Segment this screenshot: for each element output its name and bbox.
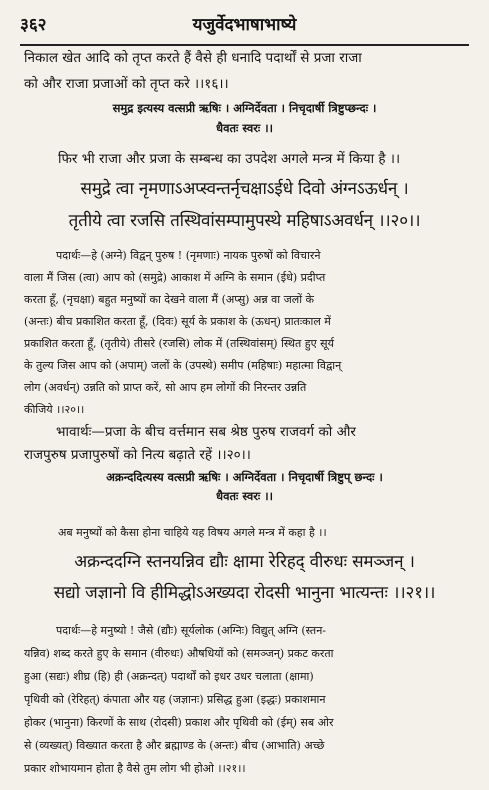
padartha-line: पदार्थः—हे मनुष्यो ! जैसे (द्यौः) सूर्यलोक (अग्निः) विद्युत् अग्नि (स्तन- (56, 624, 327, 637)
padartha-line: से (व्यख्यत्) विख्यात करता है और ब्रह्माण्ड के (अन्तः) बीच (आभाति) अच्छे (24, 739, 325, 752)
mantra-svara: धैवतः स्वरः ।। (216, 121, 273, 135)
padartha-line: प्रकार शोभायमान होता है वैसे तुम लोग भी होओ ।।२१।। (24, 762, 246, 775)
bhavartha-line: राजपुरुष प्रजापुरुषों को नित्य बढ़ाते रहें ।।२०।। (24, 447, 251, 463)
mantra-line: समुद्रे त्वा नृमणाऽअप्स्वन्तर्नृचक्षाऽईधे दिवो अंग्नऽऊर्धन् । (80, 179, 409, 199)
page-number: ३६२ (20, 15, 47, 35)
padartha-line: हुआ (सद्यः) शीघ्र (हि) ही (अक्रन्दत्) पदार्थों को इधर उधर चलाता (क्षामा) (24, 670, 314, 683)
mantra-svara: धैवतः स्वरः ।। (216, 489, 273, 503)
mantra-intro: अब मनुष्यों को कैसा होना चाहिये यह विषय अगले मन्त्र में कहा है ।। (58, 526, 327, 539)
padartha-line: के तुल्य जिस आप को (अपाम्) जलों के (उपस्थे) समीप (महिषाः) महात्मा विद्वान् (24, 359, 342, 372)
page-header (20, 8, 469, 46)
padartha-line: प्रकाशित करता हूँ, (तृतीये) तीसरे (रजसि) लोक में (तस्थिवांसम्) स्थित हुए सूर्य (24, 337, 335, 350)
mantra-line: सद्यो जज्ञानो वि हीमिद्धोऽअख्यदा रोदसी भानुना भात्यन्तः ।।२१।। (53, 583, 436, 603)
bhavartha-line: भावार्थः—प्रजा के बीच वर्त्तमान सब श्रेष्ठ पुरुष राजवर्ग को और (56, 424, 356, 440)
mantra-intro: फिर भी राजा और प्रजा के सम्बन्ध का उपदेश अगले मन्त्र में किया है ।। (58, 151, 401, 167)
mantra-line: तृतीये त्वा रजसि तस्थिवांसम्पामुपस्थे महिषाऽअवर्धन् ।।२०।। (68, 211, 421, 231)
padartha-line: पदार्थः—हे (अग्ने) विद्वन् पुरुष ! (नृमणाः) नायक पुरुषों को विचारने (56, 249, 321, 262)
padartha-line: पृथिवी को (रेरिहत्) कंपाता और यह (जज्ञानः) प्रसिद्ध हुआ (इद्धः) प्रकाशमान (24, 693, 326, 706)
padartha-line: होकर (भानुना) किरणों के साथ (रोदसी) प्रकाश और पृथिवी को (ईम्) सब ओर (24, 716, 334, 729)
text-line: निकाल खेत आदि को तृप्त करते हैं वैसे ही धनादि पदार्थों से प्रजा राजा (24, 50, 362, 66)
mantra-attribution: अक्रन्ददित्यस्य वत्सप्री ऋषिः । अग्निर्देवता । निचृदार्षी त्रिष्टुप् छन्दः । (106, 470, 383, 484)
running-title: यजुर्वेदभाषाभाष्ये (192, 15, 297, 35)
padartha-line: यन्निव) शब्द करते हुए के समान (वीरुधः) औषधियों को (समञ्जन्) प्रकट करता (24, 647, 334, 660)
padartha-line: करता हूँ, (नृचक्षा) बहुत मनुष्यों का देखने वाला मैं (अप्सु) अन्न वा जलों के (24, 293, 314, 306)
padartha-line: कीजिये ।।२०।। (24, 403, 85, 416)
mantra-line: अक्रन्ददग्नि स्तनयन्निव द्यौः क्षामा रेरिहद् वीरुधः समञ्जन् । (74, 552, 415, 572)
padartha-line: लोग (अवर्धन्) उन्नति को प्राप्त करें, सो आप हम लोगों की निरन्तर उन्नति (24, 381, 307, 394)
padartha-line: वाला मैं जिस (त्वा) आप को (समुद्रे) आकाश में अग्नि के समान (ईधे) प्रदीप्त (24, 271, 326, 284)
text-line: को और राजा प्रजाओं को तृप्त करे ।।१६।। (24, 76, 229, 92)
mantra-attribution: समुद्र इत्यस्य वत्सप्री ऋषिः । अग्निर्देवता । निचृदार्षी त्रिष्टुप्छन्दः । (112, 101, 377, 115)
padartha-line: (अन्तः) बीच प्रकाशित करता हूँ, (दिवः) सूर्य के प्रकाश के (ऊधन्) प्रातःकाल में (24, 315, 331, 328)
